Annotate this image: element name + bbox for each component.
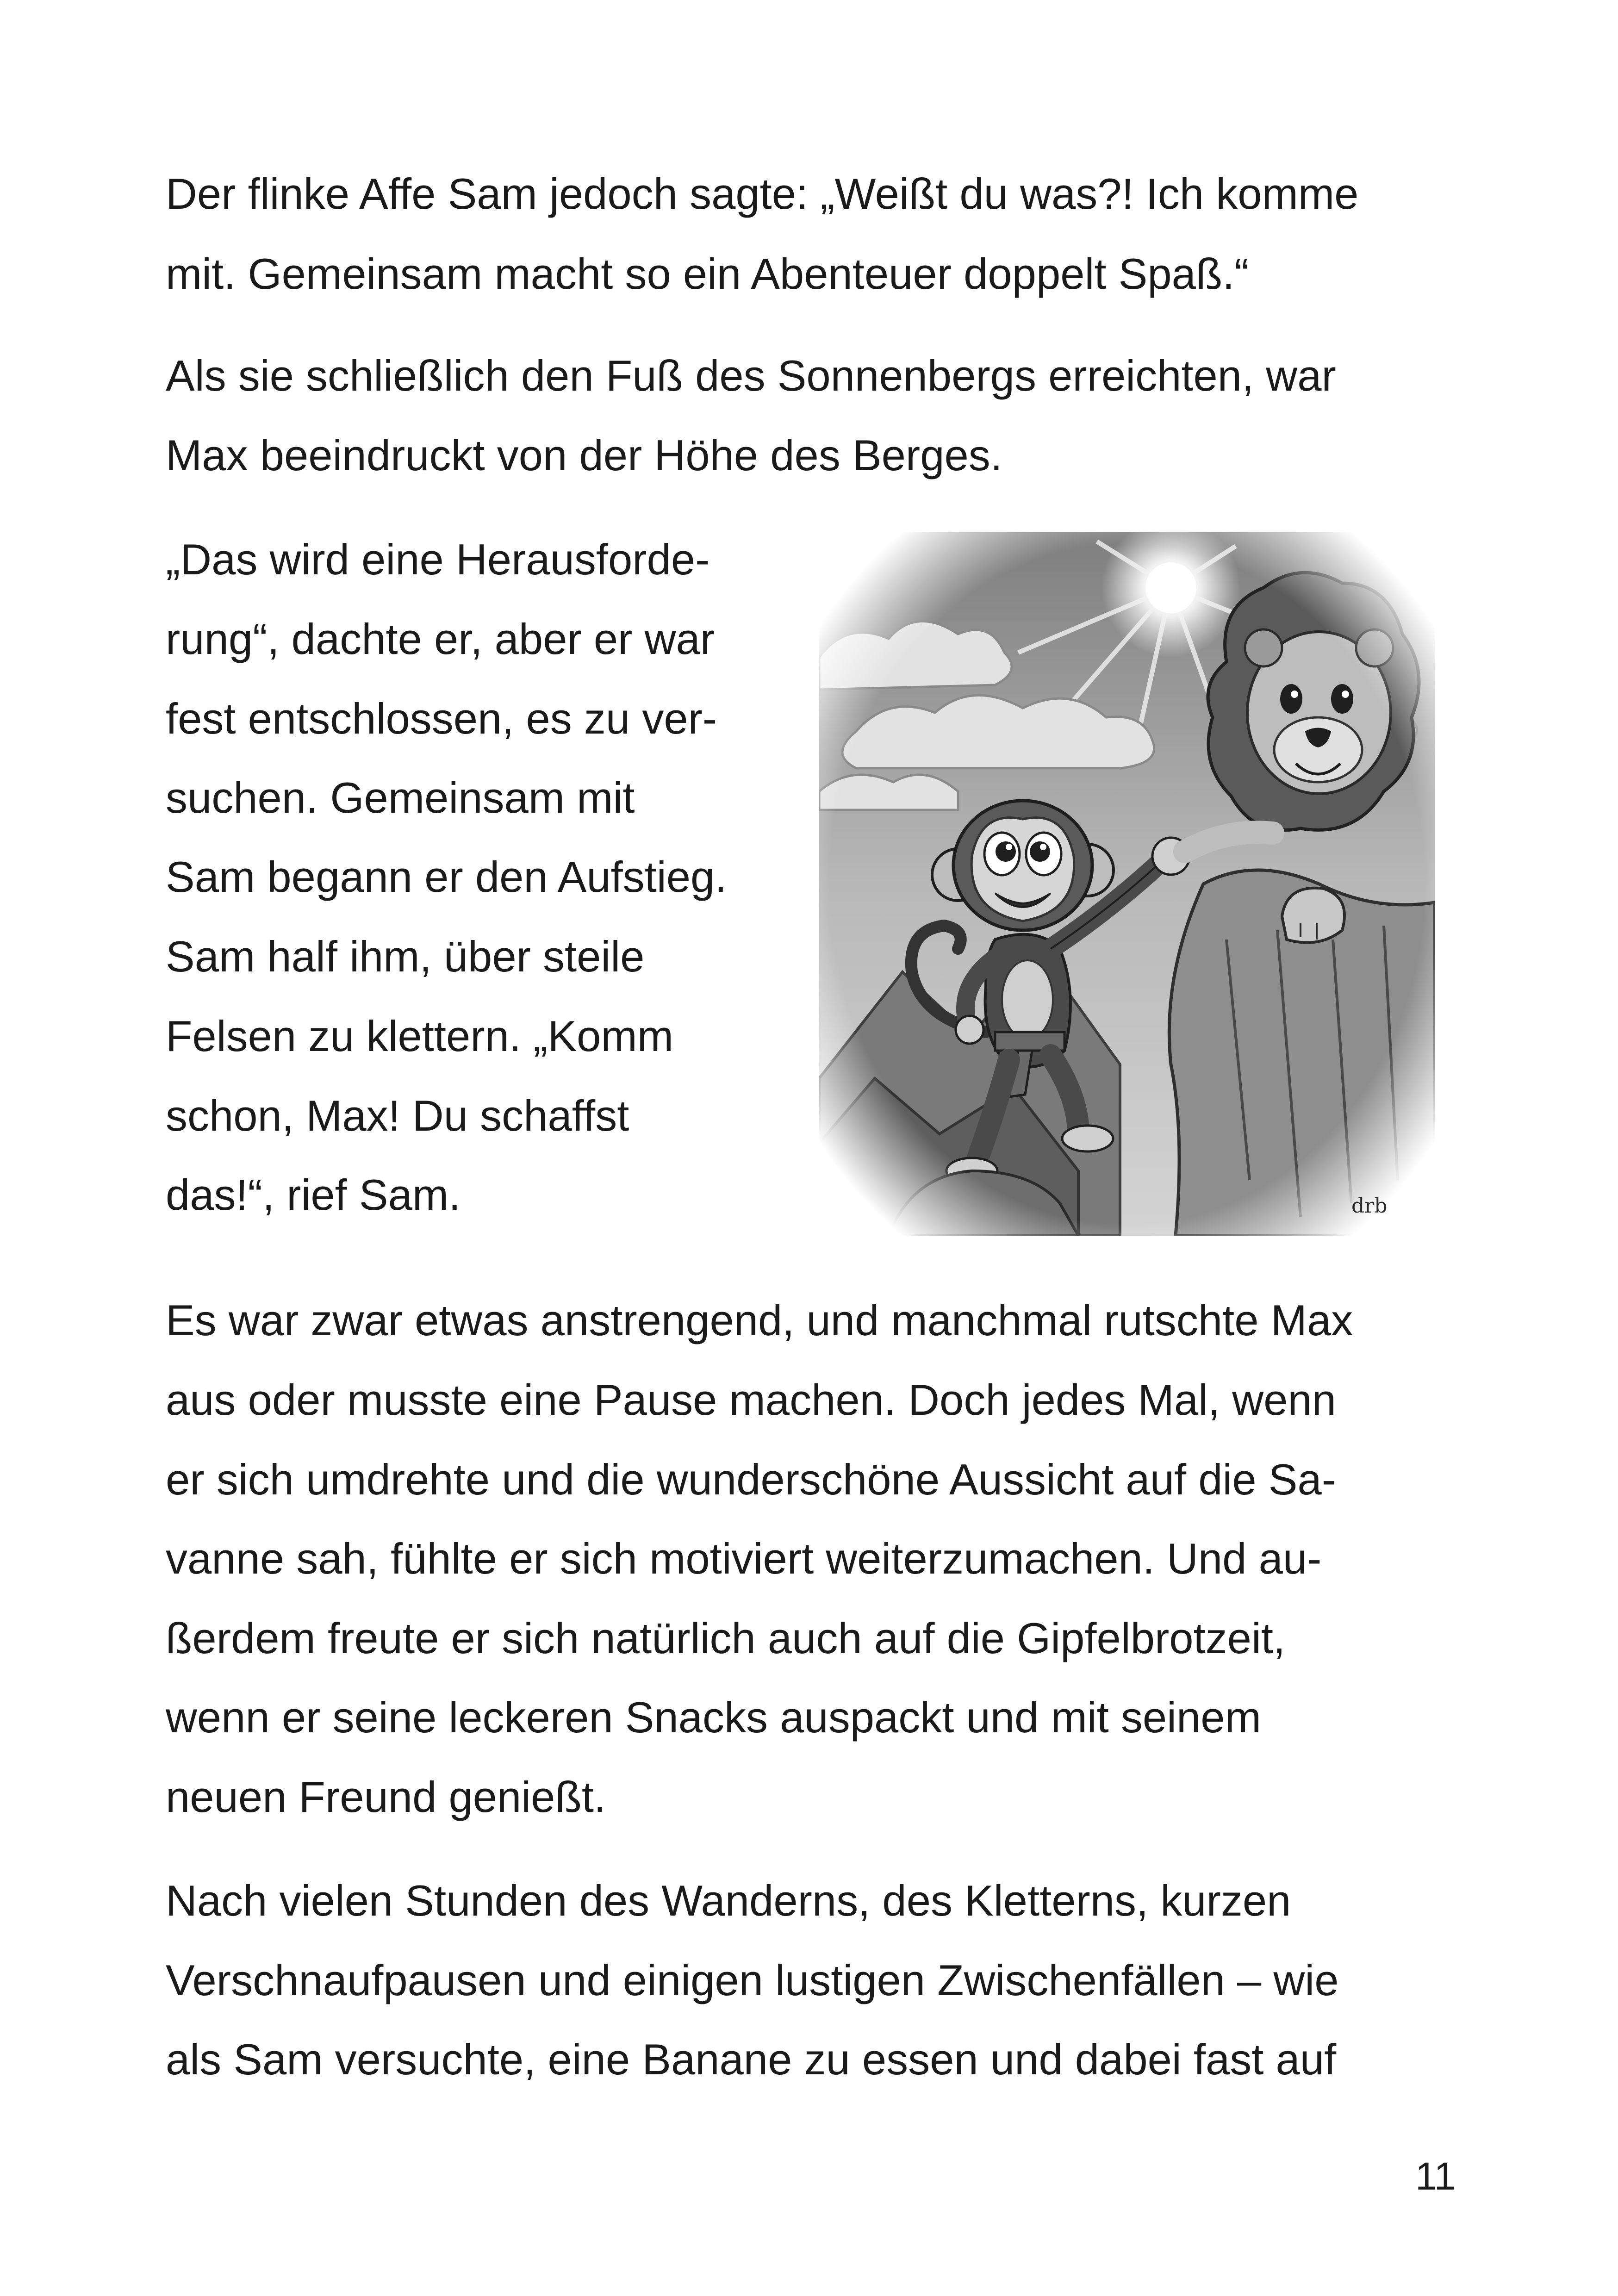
- text-line: Verschnaufpausen und einigen lustigen Zwischenfällen – wie: [166, 1956, 1339, 2004]
- text-line: vanne sah, fühlte er sich motiviert weiterzumachen. Und au-: [166, 1534, 1322, 1583]
- text-line: Als sie schließlich den Fuß des Sonnenbergs erreichten, war: [166, 351, 1336, 400]
- text-line: Der flinke Affe Sam jedoch sagte: „Weißt du was?! Ich komme: [166, 169, 1359, 218]
- text-line: das!“, rief Sam.: [166, 1170, 461, 1219]
- text-line: fest entschlossen, es zu ver-: [166, 694, 717, 743]
- text-line: Sam half ihm, über steile: [166, 932, 645, 981]
- text-line: schon, Max! Du schaffst: [166, 1091, 629, 1140]
- text-line: Nach vielen Stunden des Wanderns, des Kletterns, kurzen: [166, 1876, 1291, 1925]
- text-line: suchen. Gemeinsam mit: [166, 773, 635, 822]
- text-line: aus oder musste eine Pause machen. Doch jedes Mal, wenn: [166, 1375, 1336, 1424]
- text-line: als Sam versuchte, eine Banane zu essen und dabei fast auf: [166, 2035, 1337, 2084]
- text-line: er sich umdrehte und die wunderschöne Aussicht auf die Sa-: [166, 1455, 1337, 1504]
- text-line: Max beeindruckt von der Höhe des Berges.: [166, 431, 1002, 479]
- text-line: neuen Freund genießt.: [166, 1773, 606, 1821]
- text-line: Felsen zu klettern. „Komm: [166, 1012, 674, 1060]
- text-line: wenn er seine leckeren Snacks auspackt und mit seinem: [166, 1693, 1261, 1742]
- text-line: „Das wird eine Herausforde-: [166, 535, 710, 584]
- text-line: rung“, dachte er, aber er war: [166, 615, 715, 663]
- artist-signature: drb: [1351, 1194, 1388, 1218]
- illustration-monkey-lion: [819, 532, 1435, 1236]
- text-line: ßerdem freute er sich natürlich auch auf die Gipfelbrotzeit,: [166, 1614, 1286, 1662]
- text-line: Es war zwar etwas anstrengend, und manchmal rutschte Max: [166, 1296, 1353, 1344]
- text-line: mit. Gemeinsam macht so ein Abenteuer doppelt Spaß.“: [166, 249, 1249, 298]
- text-line: Sam begann er den Aufstieg.: [166, 852, 727, 901]
- page-number: 11: [1415, 2154, 1456, 2198]
